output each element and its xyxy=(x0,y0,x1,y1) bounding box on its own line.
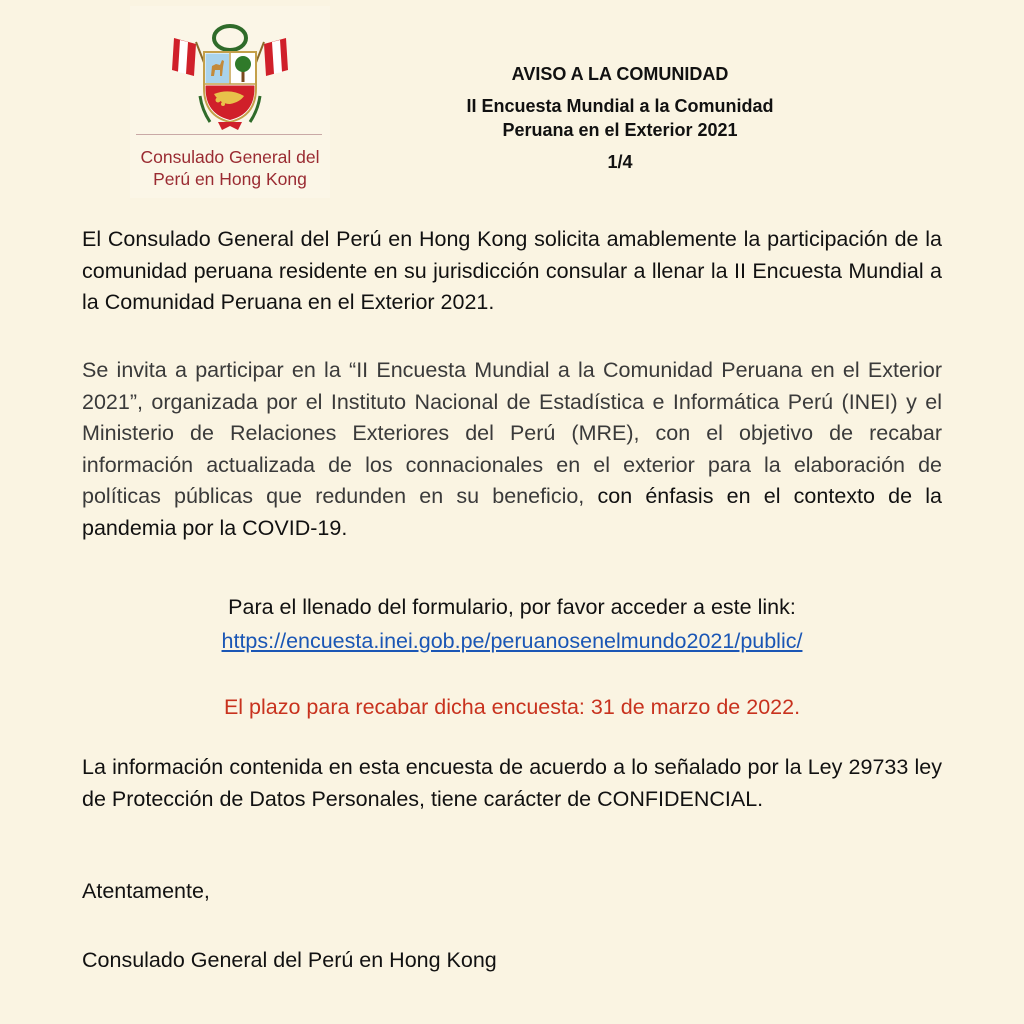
notice-subtitle-line2: Peruana en el Exterior 2021 xyxy=(502,120,738,140)
deadline-notice: El plazo para recabar dicha encuesta: 31 de marzo de 2022. xyxy=(223,695,801,719)
closing-salutation: Atentamente, xyxy=(82,879,210,903)
logo-caption-line2: Perú en Hong Kong xyxy=(153,169,307,189)
logo-caption xyxy=(130,146,330,190)
notice-title: AVISO A LA COMUNIDAD xyxy=(511,64,729,84)
consulate-logo xyxy=(130,6,330,198)
logo-divider xyxy=(136,134,322,135)
signature: Consulado General del Perú en Hong Kong xyxy=(82,948,497,972)
notice-subtitle-line1: II Encuesta Mundial a la Comunidad xyxy=(466,96,774,116)
notice-header xyxy=(400,62,840,174)
invitation-emphasis: con énfasis en el contexto de la pandemia por la COVID-19. xyxy=(82,484,942,540)
intro-paragraph: El Consulado General del Perú en Hong Kong solicita amablemente la participación de la comunidad peruana residente en su jurisdicción consular a llenar la II Encuesta Mundial a la Comunidad Peruana en el Exterior 2021. xyxy=(82,227,942,314)
invitation-paragraph xyxy=(82,355,942,544)
confidentiality-paragraph: La información contenida en esta encuesta de acuerdo a lo señalado por la Ley 29733 ley de Protección de Datos Personales, tiene carácter de CONFIDENCIAL. xyxy=(82,755,942,811)
notice-subtitle xyxy=(400,94,840,142)
peru-coat-of-arms-icon xyxy=(166,18,294,136)
invitation-text: Se invita a participar en la “II Encuesta Mundial a la Comunidad Peruana en el Exterior 2021”, organizada por el Instituto Nacional de Estadística e Informática Perú (INEI) y el Ministerio de Relaciones Exteriores del Perú (MRE), con el objetivo de recabar información actualizada de los connacionales en el exterior para la elaboración de políticas públicas que redunden en su beneficio, xyxy=(82,358,942,508)
logo-caption-line1: Consulado General del xyxy=(140,147,320,167)
survey-link[interactable]: https://encuesta.inei.gob.pe/peruanosenelmundo2021/public/ xyxy=(221,629,803,653)
form-instruction: Para el llenado del formulario, por favor acceder a este link: xyxy=(228,595,796,619)
page-indicator: 1/4 xyxy=(607,152,633,172)
